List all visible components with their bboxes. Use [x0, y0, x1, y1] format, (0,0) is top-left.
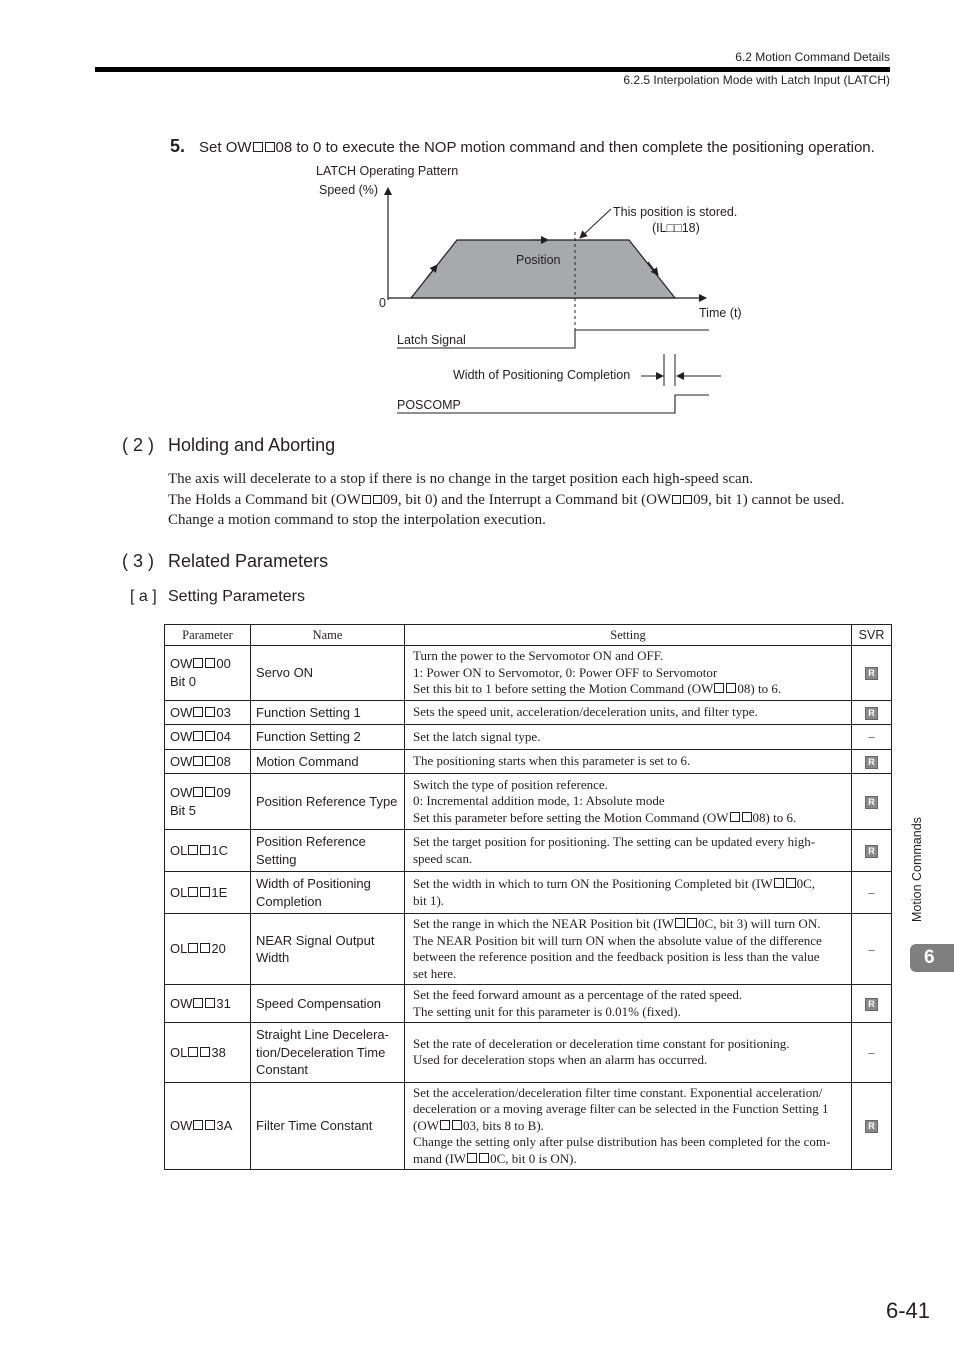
setting-cell: The positioning starts when this parameter is set to 6. [405, 749, 852, 774]
placeholder-box-icon [683, 495, 692, 504]
parameter-cell: OL 1C [165, 830, 251, 872]
column-header-setting: Setting [405, 625, 852, 646]
paragraph-line: The axis will decelerate to a stop if there is no change in the target position each high-speed scan. [168, 471, 753, 487]
svr-cell: – [852, 725, 892, 750]
svr-cell [852, 700, 892, 725]
placeholder-box-icon [362, 495, 371, 504]
parameter-cell: OW 3A [165, 1082, 251, 1170]
parameter-cell: OW 03 [165, 700, 251, 725]
parameter-cell: OL 20 [165, 914, 251, 985]
placeholder-box-icon [188, 1047, 198, 1057]
chapter-side-label: Motion Commands [910, 817, 924, 922]
placeholder-box-icon [675, 918, 685, 928]
setting-cell: Set the width in which to turn ON the Positioning Completed bit (IW 0C, bit 1). [405, 872, 852, 914]
parameter-cell: OL 1E [165, 872, 251, 914]
placeholder-box-icon [730, 812, 740, 822]
latch-signal-label: Latch Signal [397, 333, 466, 347]
column-header-svr: SVR [852, 625, 892, 646]
r-badge-icon: R [865, 756, 878, 769]
placeholder-box-icon [205, 787, 215, 797]
placeholder-box-icon [742, 812, 752, 822]
placeholder-box-icon [193, 707, 203, 717]
placeholder-box-icon [205, 756, 215, 766]
r-badge-icon: R [865, 796, 878, 809]
header-rule [95, 67, 890, 72]
placeholder-box-icon [188, 845, 198, 855]
stored-note-line1: This position is stored. [613, 205, 738, 219]
svr-cell: – [852, 914, 892, 985]
placeholder-box-icon [188, 887, 198, 897]
placeholder-box-icon [479, 1153, 489, 1163]
page-number: 6-41 [885, 1298, 930, 1323]
r-badge-icon: R [865, 845, 878, 858]
diagram-title: LATCH Operating Pattern [316, 164, 459, 178]
placeholder-box-icon [193, 756, 203, 766]
setting-cell: Set the feed forward amount as a percentage of the rated speed. The setting unit for this parameter is 0.01% (fixed). [405, 985, 852, 1023]
svr-cell [852, 1082, 892, 1170]
setting-cell: Set the acceleration/deceleration filter time constant. Exponential acceleration/ deceleration or a moving average filter can be selected in the Function Setting 1 (OW 03, bits 8 to B). Change the setting only after pulse distribution has been completed for the com- mand (IW 0C, bit 0 is ON). [405, 1082, 852, 1170]
holding-aborting-text [168, 469, 844, 531]
y-axis-label: Speed (%) [319, 183, 379, 197]
svr-cell: – [852, 1023, 892, 1083]
placeholder-box-icon [193, 1120, 203, 1130]
placeholder-box-icon [726, 683, 736, 693]
svr-cell: – [852, 872, 892, 914]
table-row [165, 985, 892, 1023]
name-cell: Position Reference Setting [251, 830, 405, 872]
svr-cell [852, 830, 892, 872]
name-cell: Servo ON [251, 646, 405, 701]
table-row [165, 774, 892, 830]
placeholder-box-icon [786, 878, 796, 888]
setting-cell: Set the latch signal type. [405, 725, 852, 750]
parameter-cell: OW 08 [165, 749, 251, 774]
parameter-cell: OW 31 [165, 985, 251, 1023]
placeholder-box-icon [440, 1120, 450, 1130]
placeholder-box-icon [200, 943, 210, 953]
placeholder-box-icon [200, 1047, 210, 1057]
placeholder-box-icon [188, 943, 198, 953]
table-row [165, 914, 892, 985]
r-badge-icon: R [865, 667, 878, 680]
placeholder-box-icon [200, 845, 210, 855]
r-badge-icon: R [865, 998, 878, 1011]
r-badge-icon: R [865, 707, 878, 720]
placeholder-box-icon [265, 142, 275, 152]
placeholder-box-icon [205, 658, 215, 668]
placeholder-box-icon [193, 998, 203, 1008]
speed-profile [411, 240, 675, 298]
placeholder-box-icon [205, 707, 215, 717]
name-cell: Speed Compensation [251, 985, 405, 1023]
name-cell: Function Setting 2 [251, 725, 405, 750]
placeholder-box-icon [672, 495, 681, 504]
placeholder-box-icon [373, 495, 382, 504]
name-cell: Function Setting 1 [251, 700, 405, 725]
placeholder-box-icon [193, 787, 203, 797]
latch-operating-pattern-diagram [300, 160, 760, 420]
placeholder-box-icon [205, 731, 215, 741]
step-text-post: 08 to 0 to execute the NOP motion command and then complete the positioning operation. [275, 139, 875, 156]
step-number: 5. [170, 136, 186, 156]
column-header-parameter: Parameter [165, 625, 251, 646]
placeholder-box-icon [205, 1120, 215, 1130]
running-header-section: 6.2 Motion Command Details [735, 50, 890, 64]
svr-cell [852, 985, 892, 1023]
poscomp-label: POSCOMP [397, 398, 461, 412]
setting-cell: Set the range in which the NEAR Position bit (IW 0C, bit 3) will turn ON. The NEAR Position bit will turn ON when the absolute value of the difference between the reference position and the feedback position is less than the value set here. [405, 914, 852, 985]
step-5 [170, 136, 875, 157]
setting-cell: Turn the power to the Servomotor ON and OFF. 1: Power ON to Servomotor, 0: Power OFF to Servomotor Set this bit to 1 before setting the Motion Command (OW 08) to 6. [405, 646, 852, 701]
name-cell: NEAR Signal Output Width [251, 914, 405, 985]
name-cell: Position Reference Type [251, 774, 405, 830]
running-header-subsection: 6.2.5 Interpolation Mode with Latch Input (LATCH) [623, 73, 890, 87]
setting-cell: Switch the type of position reference. 0: Incremental addition mode, 1: Absolute mode Set this parameter before setting the Motion Command (OW 08) to 6. [405, 774, 852, 830]
placeholder-box-icon [205, 998, 215, 1008]
table-row [165, 1023, 892, 1083]
table-row [165, 872, 892, 914]
placeholder-box-icon [452, 1120, 462, 1130]
paragraph-line: Change a motion command to stop the interpolation execution. [168, 512, 546, 528]
svr-cell [852, 646, 892, 701]
table-row [165, 749, 892, 774]
table-row [165, 830, 892, 872]
setting-cell: Sets the speed unit, acceleration/deceleration units, and filter type. [405, 700, 852, 725]
table-header-row [165, 625, 892, 646]
x-axis-label: Time (t) [699, 306, 742, 320]
parameter-cell: OL 38 [165, 1023, 251, 1083]
width-of-positioning-completion-label: Width of Positioning Completion [453, 368, 631, 382]
placeholder-box-icon [714, 683, 724, 693]
setting-cell: Set the rate of deceleration or deceleration time constant for positioning. Used for deceleration stops when an alarm has occurred. [405, 1023, 852, 1083]
table-row [165, 725, 892, 750]
stored-position-leader [580, 209, 611, 238]
name-cell: Filter Time Constant [251, 1082, 405, 1170]
placeholder-box-icon [193, 658, 203, 668]
subsection-heading-setting-parameters: [ a ] Setting Parameters [130, 588, 305, 605]
table-row [165, 1082, 892, 1170]
section-heading-holding-aborting: ( 2 ) Holding and Aborting [122, 435, 336, 455]
table-row [165, 700, 892, 725]
stored-note-line2: (IL□□18) [652, 221, 700, 235]
parameter-cell: OW 09 Bit 5 [165, 774, 251, 830]
parameter-cell: OW 00 Bit 0 [165, 646, 251, 701]
placeholder-box-icon [687, 918, 697, 928]
placeholder-box-icon [774, 878, 784, 888]
column-header-name: Name [251, 625, 405, 646]
position-label: Position [516, 253, 561, 267]
placeholder-box-icon [253, 142, 263, 152]
r-badge-icon: R [865, 1120, 878, 1133]
origin-label: 0 [379, 296, 386, 310]
name-cell: Motion Command [251, 749, 405, 774]
svr-cell [852, 749, 892, 774]
parameter-cell: OW 04 [165, 725, 251, 750]
setting-cell: Set the target position for positioning. The setting can be updated every high- speed scan. [405, 830, 852, 872]
table-row [165, 646, 892, 701]
svr-cell [852, 774, 892, 830]
placeholder-box-icon [200, 887, 210, 897]
section-heading-related-parameters: ( 3 ) Related Parameters [122, 551, 329, 571]
paragraph-line: The Holds a Command bit (OW 09, bit 0) and the Interrupt a Command bit (OW 09, bit 1) cannot be used. [168, 491, 845, 508]
name-cell: Straight Line Decelera-tion/Deceleration Time Constant [251, 1023, 405, 1083]
chapter-tab[interactable]: 6 [910, 944, 954, 972]
step-text-pre: Set OW [199, 139, 252, 156]
placeholder-box-icon [193, 731, 203, 741]
name-cell: Width of Positioning Completion [251, 872, 405, 914]
setting-parameters-table [164, 624, 892, 1170]
placeholder-box-icon [467, 1153, 477, 1163]
